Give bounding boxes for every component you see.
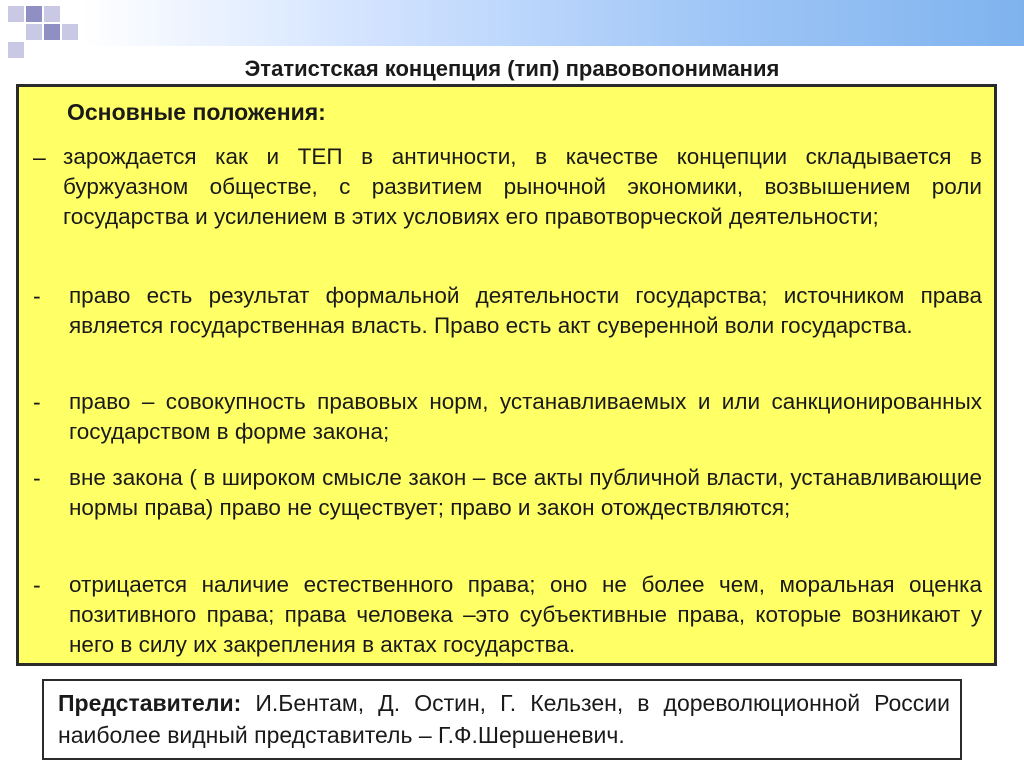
- list-item-text: зарождается как и ТЕП в античности, в качестве концепции складывается в буржуазном обществе, с развитием рыночной экономики, возвышением роли государства и усилением в этих условиях его правотворческой деятельности;: [63, 144, 982, 229]
- deco-square: [62, 24, 78, 40]
- box-heading: Основные положения:: [67, 99, 326, 125]
- slide-title: Этатистская концепция (тип) правовопонимания: [244, 56, 780, 81]
- deco-square: [44, 6, 60, 22]
- representatives-text: [58, 687, 950, 751]
- header-gradient-band: [0, 0, 1024, 46]
- list-marker: -: [33, 389, 41, 415]
- deco-square: [26, 6, 42, 22]
- representatives-list: И.Бентам, Д. Остин, Г. Кельзен, в дореволюционной России наиболее видный представитель – Г.Ф.Шершеневич.: [58, 690, 950, 748]
- list-item-text: право есть результат формальной деятельности государства; источником права является государственная власть. Право есть акт суверенной воли государства.: [69, 283, 982, 338]
- list-marker: -: [33, 465, 41, 491]
- deco-square: [8, 6, 24, 22]
- list-marker: –: [33, 144, 46, 170]
- list-marker: -: [33, 572, 41, 598]
- list-item-text: отрицается наличие естественного права; оно не более чем, моральная оценка позитивного права; права человека –это субъективные права, которые возникают у него в силу их закрепления в актах государства.: [69, 572, 982, 657]
- representatives-label: Представители:: [58, 690, 242, 716]
- list-marker: -: [33, 283, 41, 309]
- list-item-text: вне закона ( в широком смысле закон – все акты публичной власти, устанавливающие нормы права) право не существует; право и закон отождествляются;: [69, 465, 982, 520]
- representatives-box: [42, 679, 962, 760]
- list-item-text: право – совокупность правовых норм, устанавливаемых и или санкционированных государством в форме закона;: [69, 389, 982, 444]
- main-points-box: [16, 84, 997, 666]
- deco-square: [26, 24, 42, 40]
- deco-square: [44, 24, 60, 40]
